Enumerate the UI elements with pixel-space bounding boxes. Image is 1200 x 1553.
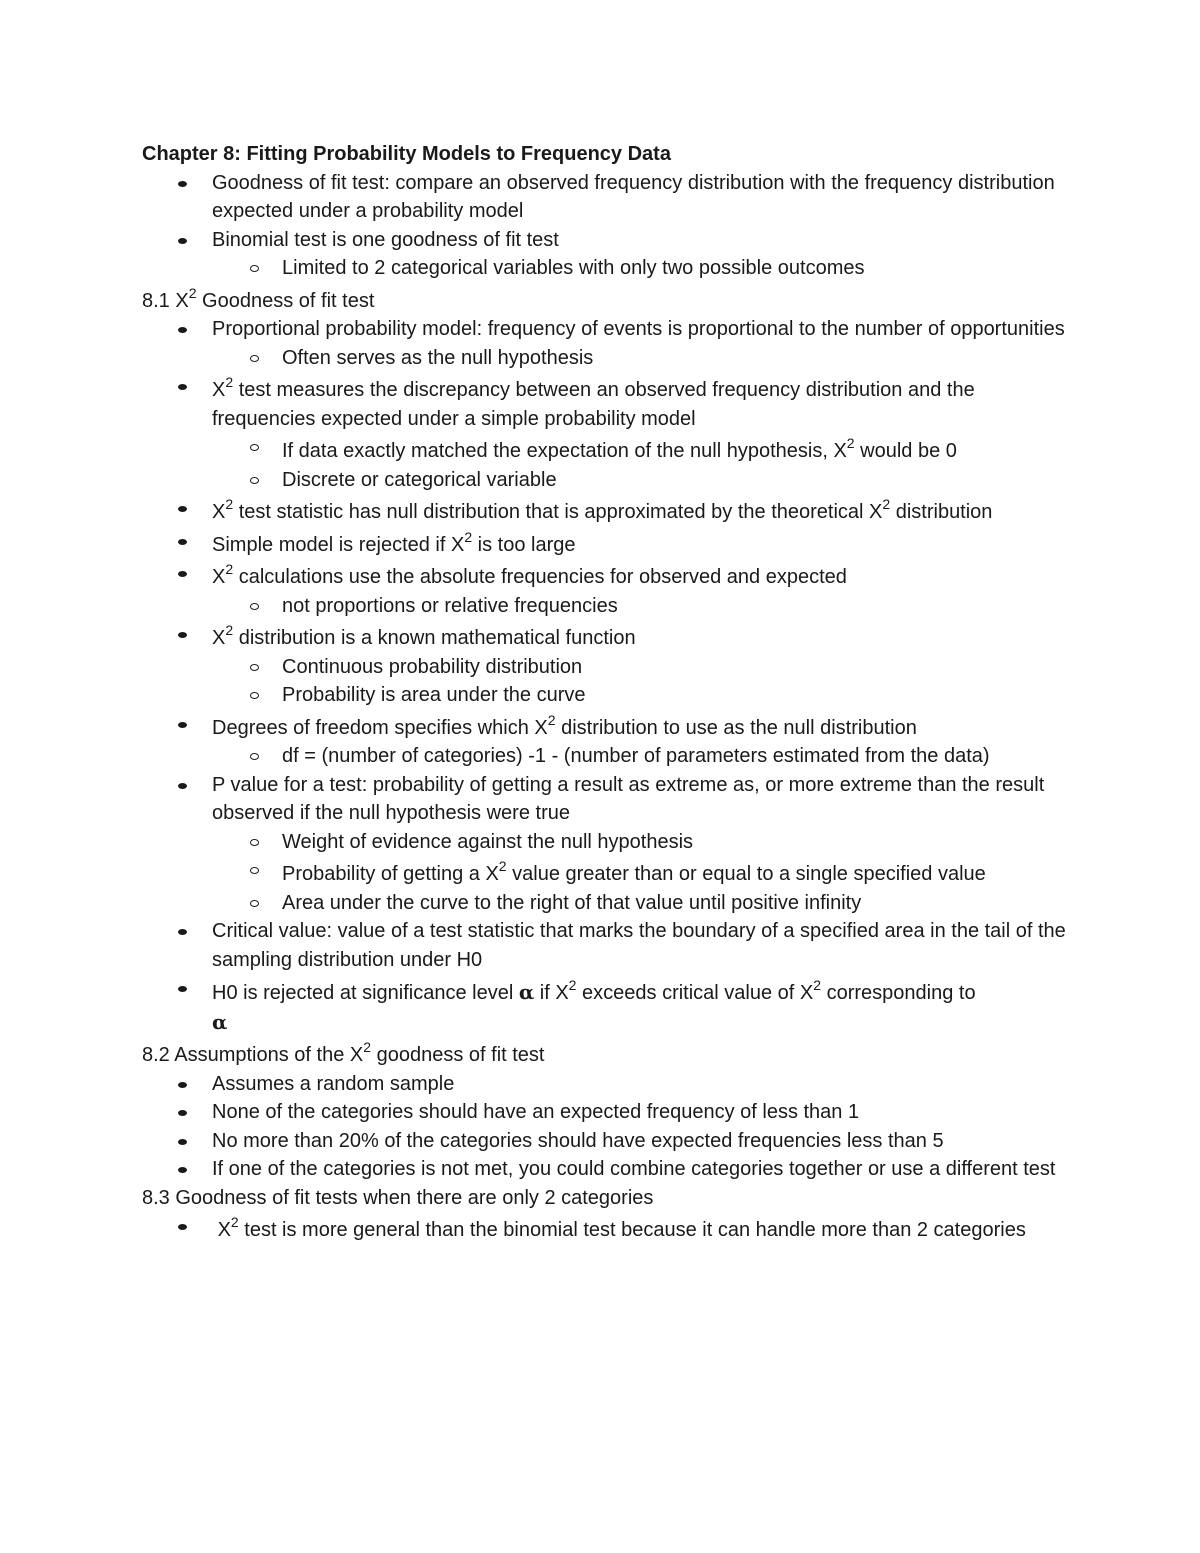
list-item: Probability is area under the curve bbox=[142, 681, 1072, 710]
list-item: Continuous probability distribution bbox=[142, 653, 1072, 682]
chapter-title: Chapter 8: Fitting Probability Models to Frequency Data bbox=[142, 143, 671, 165]
list-item: not proportions or relative frequencies bbox=[142, 592, 1072, 621]
document-page bbox=[142, 140, 1072, 1245]
list-item: $X^2$ distribution is a known mathematical function bbox=[142, 620, 1072, 653]
section-heading-8-1: 8.1 $X^2$ Goodness of fit test bbox=[142, 284, 375, 312]
list-item: If data exactly matched the expectation of the null hypothesis, $X^2$ would be 0 bbox=[142, 433, 1072, 466]
list-item: If one of the categories is not met, you could combine categories together or use a different test bbox=[142, 1155, 1072, 1184]
list-item: Weight of evidence against the null hypothesis bbox=[142, 828, 1072, 857]
list-item: Area under the curve to the right of that value until positive infinity bbox=[142, 889, 1072, 918]
list-item: $X^2$ test is more general than the binomial test because it can handle more than 2 categories bbox=[142, 1212, 1072, 1245]
list-item: Simple model is rejected if $X^2$ is too large bbox=[142, 527, 1072, 560]
list-item: Probability of getting a $X^2$ value greater than or equal to a single specified value bbox=[142, 856, 1072, 889]
list-item: Degrees of freedom specifies which $X^2$ distribution to use as the null distribution bbox=[142, 710, 1072, 743]
list-item: Assumes a random sample bbox=[142, 1070, 1072, 1099]
list-item: P value for a test: probability of getting a result as extreme as, or more extreme than the result observed if the null hypothesis were true bbox=[142, 771, 1072, 828]
list-item: None of the categories should have an expected frequency of less than 1 bbox=[142, 1098, 1072, 1127]
list-item: Discrete or categorical variable bbox=[142, 466, 1072, 495]
list-item: No more than 20% of the categories should have expected frequencies less than 5 bbox=[142, 1127, 1072, 1156]
alpha-symbol: α bbox=[518, 980, 535, 1004]
list-item: df = (number of categories) -1 - (number of parameters estimated from the data) bbox=[142, 742, 1072, 771]
list-item: Limited to 2 categorical variables with only two possible outcomes bbox=[142, 254, 1072, 283]
list-item: $X^2$ test statistic has null distribution that is approximated by the theoretical $X^2$ distribution bbox=[142, 494, 1072, 527]
section-heading-8-2: 8.2 Assumptions of the $X^2$ goodness of fit test bbox=[142, 1039, 545, 1066]
list-item: Binomial test is one goodness of fit test bbox=[142, 226, 1072, 255]
list-item: Critical value: value of a test statistic that marks the boundary of a specified area in the tail of the sampling distribution under H0 bbox=[142, 917, 1072, 974]
list-item: Proportional probability model: frequency of events is proportional to the number of opportunities bbox=[142, 315, 1072, 344]
section-8-1-list bbox=[142, 315, 1072, 1037]
list-item: Goodness of fit test: compare an observed frequency distribution with the frequency distribution expected under a probability model bbox=[142, 169, 1072, 226]
list-item: H0 is rejected at significance level α if $X^2$ exceeds critical value of $X^2$ corresponding to α bbox=[142, 974, 1072, 1037]
list-item: Often serves as the null hypothesis bbox=[142, 344, 1072, 373]
list-item: $X^2$ calculations use the absolute frequencies for observed and expected bbox=[142, 559, 1072, 592]
alpha-symbol: α bbox=[212, 1009, 228, 1034]
section-heading-8-3: 8.3 Goodness of fit tests when there are only 2 categories bbox=[142, 1186, 654, 1209]
section-8-3-list bbox=[142, 1212, 1072, 1245]
section-8-2-list bbox=[142, 1070, 1072, 1184]
intro-list bbox=[142, 169, 1072, 283]
list-item: $X^2$ test measures the discrepancy between an observed frequency distribution and the frequencies expected under a simple probability model bbox=[142, 372, 1072, 433]
